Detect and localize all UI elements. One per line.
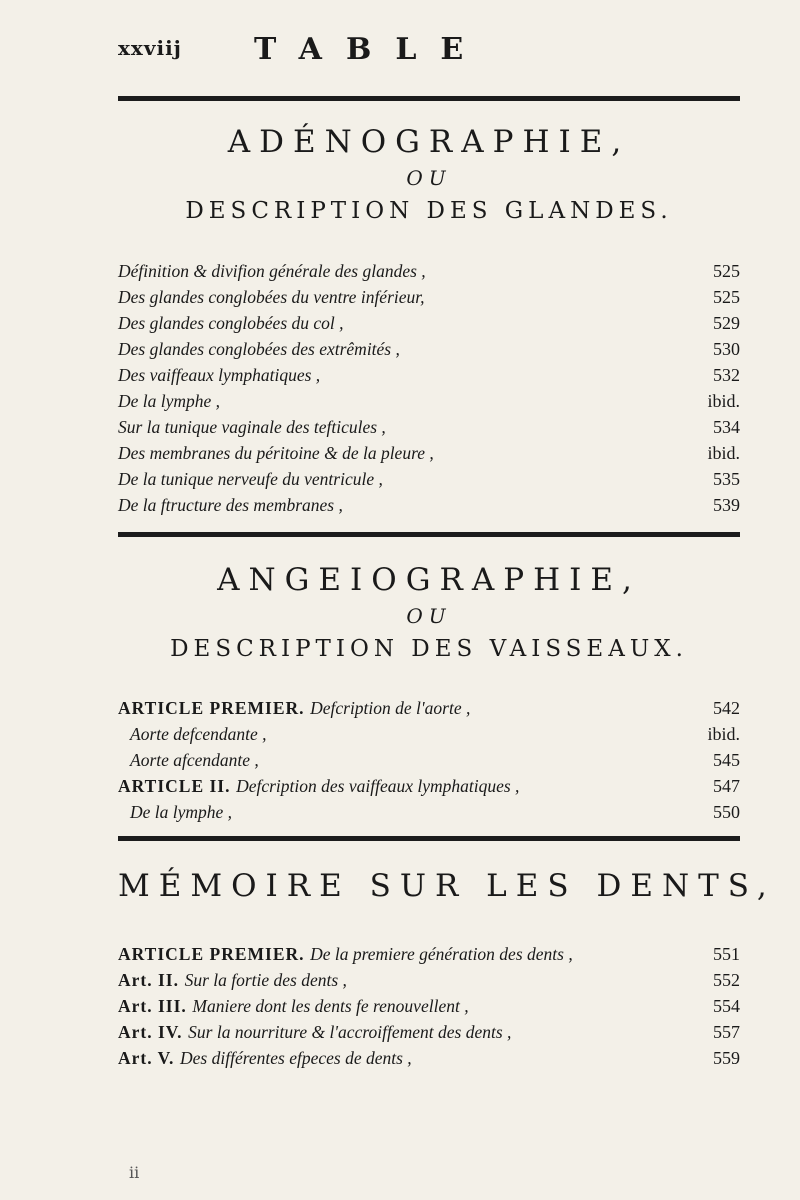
- section-entries-dents: [118, 941, 740, 1071]
- entry-title: Maniere dont les dents fe renouvellent ,: [192, 996, 469, 1016]
- toc-entry[interactable]: [118, 747, 740, 773]
- entry-title: Définition & divifion générale des glandes ,: [118, 261, 426, 281]
- section-divider: [118, 532, 740, 537]
- entry-title: De la lymphe ,: [118, 391, 221, 411]
- entry-page: 552: [713, 970, 740, 990]
- entry-title: Des différentes efpeces de dents ,: [180, 1048, 412, 1068]
- toc-entry[interactable]: [118, 414, 740, 440]
- section-entries-vaisseaux: [118, 695, 740, 825]
- toc-entry[interactable]: [118, 258, 740, 284]
- header-rule: [118, 96, 740, 101]
- entry-title: Defcription de l'aorte ,: [310, 698, 471, 718]
- toc-entry[interactable]: [118, 440, 740, 466]
- section-divider: [118, 836, 740, 841]
- article-label: Art. IV.: [118, 1022, 183, 1042]
- entry-title: Des vaiffeaux lymphatiques ,: [118, 365, 321, 385]
- article-label: ARTICLE PREMIER.: [118, 944, 305, 964]
- toc-entry[interactable]: [118, 336, 740, 362]
- section-entries-glandes: [118, 258, 740, 518]
- footer-mark: ii: [129, 1163, 140, 1182]
- entry-page: 539: [713, 495, 740, 515]
- toc-entry[interactable]: [118, 993, 740, 1019]
- section-title: MÉMOIRE SUR LES DENTS,: [118, 868, 776, 904]
- toc-entry[interactable]: [118, 799, 740, 825]
- toc-entry[interactable]: [118, 492, 740, 518]
- entry-title: Des glandes conglobées du ventre inférieur,: [118, 287, 425, 307]
- section-dents: [118, 868, 776, 904]
- toc-entry[interactable]: [118, 721, 740, 747]
- toc-entry[interactable]: [118, 466, 740, 492]
- section-angeiographie: [118, 562, 740, 662]
- entry-page: 551: [713, 944, 740, 964]
- section-adenographie: [118, 124, 740, 224]
- page-number: xxviij: [118, 36, 182, 60]
- section-title: ANGEIOGRAPHIE,: [217, 562, 641, 598]
- entry-page: ibid.: [707, 443, 740, 463]
- entry-page: 525: [713, 287, 740, 307]
- entry-page: 542: [713, 698, 740, 718]
- section-ou: OU: [406, 166, 452, 190]
- toc-entry[interactable]: [118, 695, 740, 721]
- entry-page: ibid.: [707, 391, 740, 411]
- toc-entry[interactable]: [118, 310, 740, 336]
- toc-entry[interactable]: [118, 362, 740, 388]
- section-subtitle: DESCRIPTION DES VAISSEAUX.: [170, 636, 688, 662]
- entry-title: De la premiere génération des dents ,: [310, 944, 573, 964]
- toc-entry[interactable]: [118, 967, 740, 993]
- entry-page: 550: [713, 802, 740, 822]
- entry-page: ibid.: [707, 724, 740, 744]
- entry-title: Des glandes conglobées du col ,: [118, 313, 344, 333]
- entry-page: 525: [713, 261, 740, 281]
- entry-page: 547: [713, 776, 740, 796]
- entry-page: 554: [713, 996, 740, 1016]
- entry-title: Aorte afcendante ,: [130, 750, 259, 770]
- article-label: Art. II.: [118, 970, 179, 990]
- section-ou: OU: [406, 604, 452, 628]
- entry-title: De la tunique nerveufe du ventricule ,: [118, 469, 383, 489]
- article-label: ARTICLE II.: [118, 776, 231, 796]
- entry-title: De la ftructure des membranes ,: [118, 495, 343, 515]
- entry-page: 545: [713, 750, 740, 770]
- toc-entry[interactable]: [118, 284, 740, 310]
- entry-page: 557: [713, 1022, 740, 1042]
- entry-page: 529: [713, 313, 740, 333]
- entry-page: 532: [713, 365, 740, 385]
- entry-page: 559: [713, 1048, 740, 1068]
- running-title: TABLE: [254, 32, 488, 67]
- entry-title: De la lymphe ,: [130, 802, 233, 822]
- toc-entry[interactable]: [118, 388, 740, 414]
- entry-title: Sur la fortie des dents ,: [184, 970, 347, 990]
- entry-title: Defcription des vaiffeaux lymphatiques ,: [236, 776, 520, 796]
- section-subtitle: DESCRIPTION DES GLANDES.: [185, 198, 673, 224]
- toc-entry[interactable]: [118, 941, 740, 967]
- toc-entry[interactable]: [118, 1019, 740, 1045]
- toc-entry[interactable]: [118, 773, 740, 799]
- entry-page: 534: [713, 417, 740, 437]
- entry-page: 535: [713, 469, 740, 489]
- entry-title: Des membranes du péritoine & de la pleure ,: [118, 443, 434, 463]
- section-title: ADÉNOGRAPHIE,: [227, 124, 631, 160]
- article-label: Art. V.: [118, 1048, 175, 1068]
- article-label: ARTICLE PREMIER.: [118, 698, 305, 718]
- entry-title: Sur la nourriture & l'accroiffement des dents ,: [188, 1022, 512, 1042]
- entry-title: Des glandes conglobées des extrêmités ,: [118, 339, 400, 359]
- article-label: Art. III.: [118, 996, 187, 1016]
- entry-title: Aorte defcendante ,: [130, 724, 267, 744]
- entry-page: 530: [713, 339, 740, 359]
- entry-title: Sur la tunique vaginale des tefticules ,: [118, 417, 386, 437]
- toc-entry[interactable]: [118, 1045, 740, 1071]
